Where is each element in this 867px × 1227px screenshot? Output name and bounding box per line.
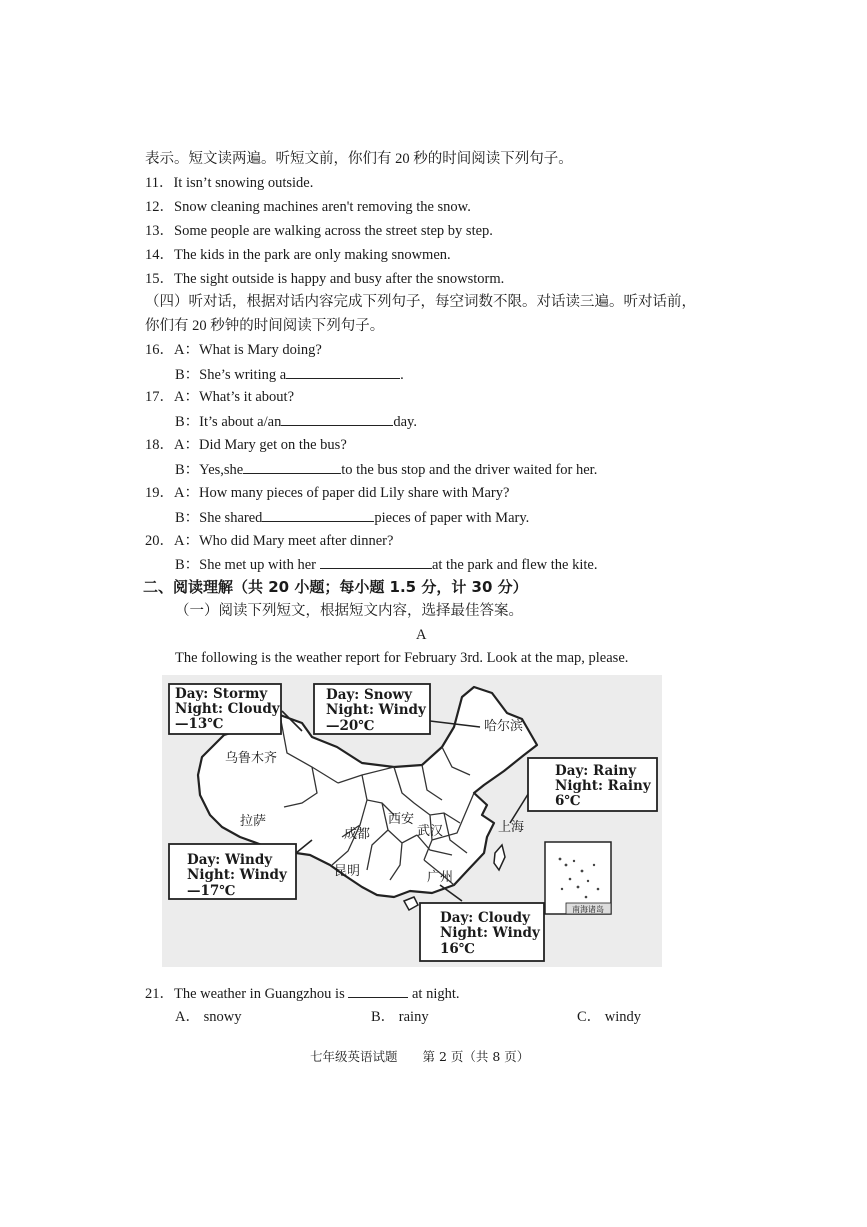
- reading-section-heading: 二、阅读理解（共 20 小题；每小题 1.5 分，计 30 分）: [143, 578, 528, 596]
- option-letter: A．: [175, 1009, 200, 1025]
- south-sea-inset: [545, 842, 611, 914]
- option-c[interactable]: [577, 1008, 641, 1026]
- weather-map: [162, 675, 662, 967]
- statement-11: [145, 174, 313, 192]
- dialogue-question: A：What is Mary doing?: [174, 342, 322, 358]
- option-letter: C．: [577, 1009, 602, 1025]
- item-number: 14．: [145, 247, 174, 263]
- dialogue-question: A：Did Mary get on the bus?: [174, 437, 347, 453]
- intro-line: 表示。短文读两遍。听短文前，你们有 20 秒的时间阅读下列句子。: [145, 151, 573, 167]
- question-text: The weather in Guangzhou is: [174, 986, 345, 1002]
- dialogue-19-answer: [175, 508, 529, 527]
- option-text: windy: [604, 1009, 642, 1025]
- item-number: 15．: [145, 271, 174, 287]
- item-number: 12．: [145, 199, 174, 215]
- dialogue-17-question: [145, 388, 294, 406]
- option-text: snowy: [203, 1009, 242, 1025]
- city-lhasa: 拉萨: [240, 814, 267, 829]
- answer-suffix: day.: [393, 414, 417, 430]
- statement-12: [145, 198, 471, 216]
- dialogue-18-question: [145, 436, 347, 454]
- reading-subheading: （一）阅读下列短文，根据短文内容，选择最佳答案。: [175, 603, 523, 619]
- answer-blank[interactable]: [320, 555, 432, 569]
- answer-prefix: B：Yes,she: [175, 462, 244, 478]
- answer-suffix: to the bus stop and the driver waited for her.: [341, 462, 598, 478]
- weather-box-urumqi: [169, 684, 281, 734]
- answer-prefix: B：It’s about a/an: [175, 414, 282, 430]
- dialogue-16-question: [145, 341, 322, 359]
- option-text: rainy: [398, 1009, 429, 1025]
- box-temp: 16℃: [440, 941, 475, 957]
- city-kunming: 昆明: [334, 864, 361, 879]
- answer-blank[interactable]: [281, 412, 393, 426]
- city-wuhan: 武汉: [417, 824, 444, 839]
- box-temp: 6℃: [555, 793, 581, 809]
- dialogue-20-answer: [175, 555, 597, 574]
- box-night: Night: Windy: [440, 925, 540, 941]
- dialogue-17-answer: [175, 412, 417, 431]
- answer-blank[interactable]: [262, 508, 374, 522]
- statement-13: [145, 222, 493, 240]
- answer-prefix: B：She shared: [175, 510, 263, 526]
- item-number: 19．: [145, 485, 174, 501]
- answer-suffix: .: [400, 367, 404, 383]
- statement-text: The sight outside is happy and busy after the snowstorm.: [174, 271, 505, 287]
- box-night: Night: Cloudy: [175, 701, 280, 717]
- dialogue-16-answer: [175, 365, 404, 384]
- passage-intro: The following is the weather report for February 3rd. Look at the map, please.: [175, 650, 629, 666]
- statement-text: Snow cleaning machines aren't removing the snow.: [174, 199, 471, 215]
- option-letter: B．: [371, 1009, 396, 1025]
- dialogue-20-question: [145, 532, 393, 550]
- weather-box-guangzhou: [420, 903, 544, 961]
- box-night: Night: Rainy: [555, 778, 651, 794]
- answer-prefix: B：She met up with her: [175, 557, 316, 573]
- part4-instruction-1: （四）听对话，根据对话内容完成下列句子，每空词数不限。对话读三遍。听对话前，: [145, 294, 696, 310]
- answer-suffix: at the park and flew the kite.: [431, 557, 598, 573]
- weather-box-harbin: [314, 684, 430, 734]
- item-number: 20．: [145, 533, 174, 549]
- dialogue-question: A：How many pieces of paper did Lily share with Mary?: [174, 485, 510, 501]
- box-day: Day: Stormy: [175, 686, 268, 702]
- question-text-end: at night.: [411, 986, 460, 1002]
- dialogue-18-answer: [175, 460, 597, 479]
- option-a[interactable]: [175, 1008, 241, 1026]
- answer-blank[interactable]: [286, 365, 400, 379]
- statement-text: Some people are walking across the street step by step.: [174, 223, 493, 239]
- box-night: Night: Windy: [187, 867, 287, 883]
- answer-suffix: pieces of paper with Mary.: [374, 510, 530, 526]
- dialogue-19-question: [145, 484, 509, 502]
- box-day: Day: Snowy: [326, 687, 413, 703]
- city-chengdu: 成都: [344, 827, 371, 842]
- box-day: Day: Rainy: [555, 763, 637, 779]
- answer-blank[interactable]: [243, 460, 341, 474]
- statement-14: [145, 246, 451, 264]
- statement-text: The kids in the park are only making snowmen.: [174, 247, 451, 263]
- statement-15: [145, 270, 504, 288]
- islands-label: 南海诸岛: [572, 905, 604, 914]
- answer-prefix: B：She’s writing a: [175, 367, 287, 383]
- statement-text: It isn’t snowing outside.: [173, 175, 314, 191]
- item-number: 17．: [145, 389, 174, 405]
- city-xian: 西安: [388, 812, 415, 827]
- city-harbin: 哈尔滨: [484, 719, 524, 734]
- answer-blank[interactable]: [348, 984, 408, 998]
- box-temp: —17℃: [187, 883, 236, 899]
- item-number: 18．: [145, 437, 174, 453]
- item-number: 16．: [145, 342, 174, 358]
- item-number: 21．: [145, 986, 174, 1002]
- weather-box-shanghai: [528, 758, 657, 811]
- dialogue-question: A：Who did Mary meet after dinner?: [174, 533, 394, 549]
- city-shanghai: 上海: [498, 820, 525, 835]
- passage-letter: A: [416, 627, 427, 643]
- box-temp: —13℃: [175, 716, 224, 732]
- dialogue-question: A：What’s it about?: [174, 389, 295, 405]
- city-urumqi: 乌鲁木齐: [225, 751, 278, 766]
- option-b[interactable]: [371, 1008, 429, 1026]
- part4-instruction-2: 你们有 20 秒钟的时间阅读下列句子。: [145, 318, 385, 334]
- box-day: Day: Cloudy: [440, 910, 530, 926]
- city-guangzhou: 广州: [427, 870, 454, 885]
- box-night: Night: Windy: [326, 702, 426, 718]
- box-temp: —20℃: [326, 718, 375, 734]
- question-21: [145, 984, 460, 1003]
- weather-box-lhasa: [169, 844, 296, 899]
- item-number: 13．: [145, 223, 174, 239]
- box-day: Day: Windy: [187, 852, 273, 868]
- item-number: 11．: [145, 175, 174, 191]
- page-footer: 七年级英语试题 第 2 页（共 8 页）: [310, 1049, 530, 1064]
